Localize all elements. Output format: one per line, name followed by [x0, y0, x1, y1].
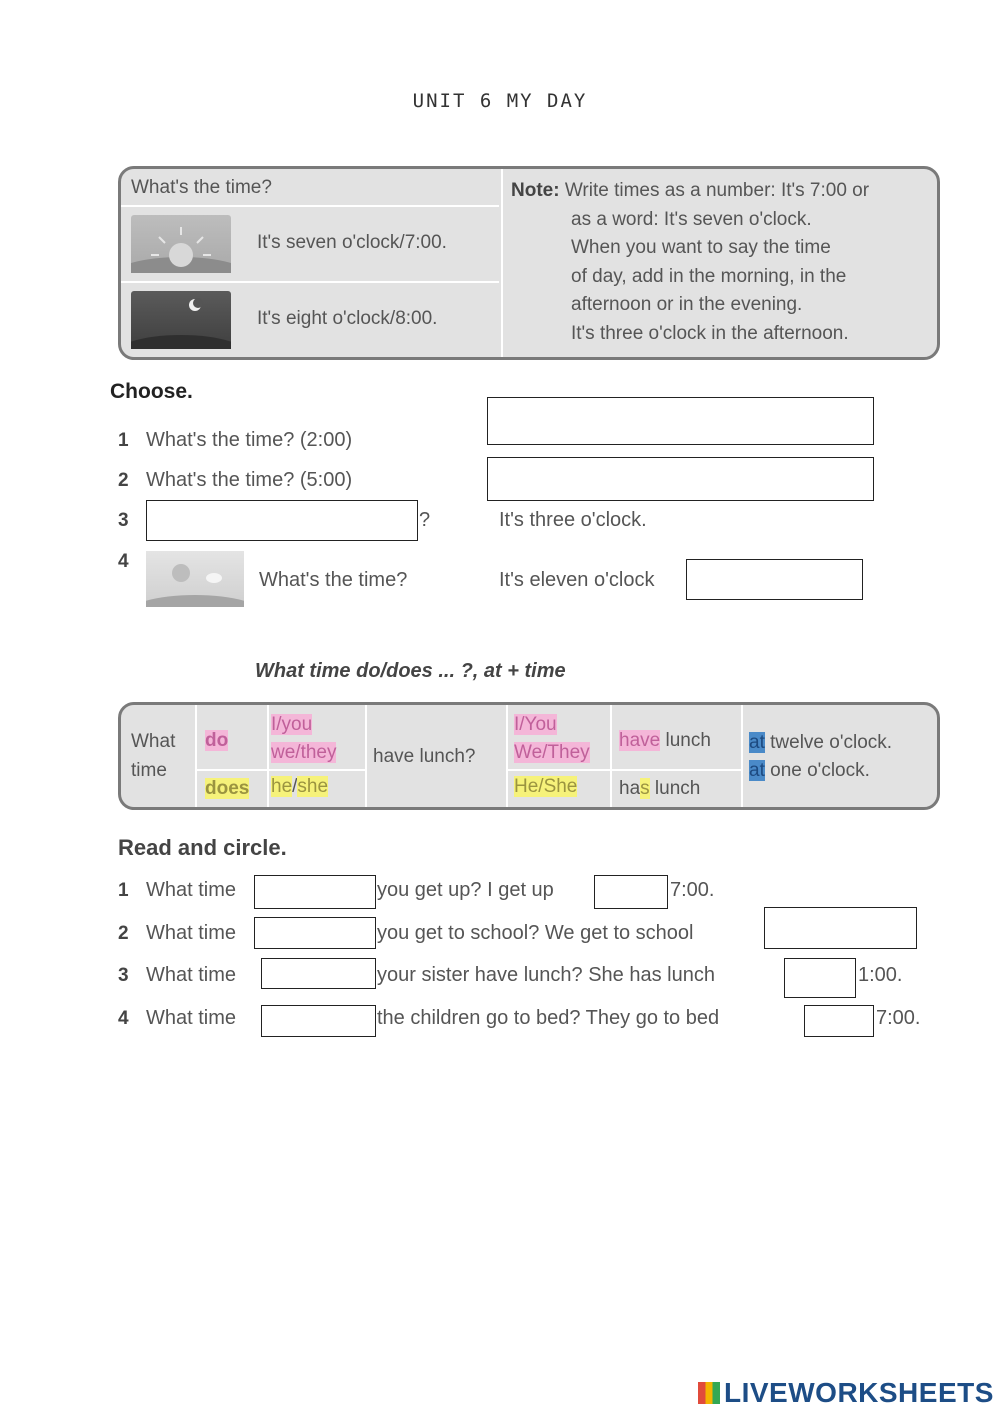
answer-text: It's three o'clock.: [499, 509, 647, 531]
grammar-title: What time do/does ... ?, at + time: [255, 660, 566, 682]
note-line: afternoon or in the evening.: [571, 294, 803, 315]
circle-select-4b[interactable]: [804, 1005, 874, 1037]
question-mark: ?: [419, 509, 431, 531]
grammar-table: [118, 702, 940, 810]
item-number: 1: [118, 430, 129, 451]
question-middle: your sister have lunch? She has lunch: [377, 964, 715, 986]
read-circle-heading: Read and circle.: [118, 835, 287, 860]
answer-select-2[interactable]: [487, 457, 874, 501]
he-she-answer: He/She: [514, 776, 578, 797]
have-lunch: have lunch: [619, 730, 711, 751]
answer-select-4[interactable]: [686, 559, 863, 600]
time-example-text: It's seven o'clock/7:00.: [257, 232, 447, 253]
i-you-we-they: I/you we/they: [271, 714, 337, 763]
question-middle: the children go to bed? They go to bed: [377, 1007, 720, 1029]
circle-select-1a[interactable]: [254, 875, 376, 909]
item-number: 4: [118, 551, 129, 572]
note-text: [511, 177, 921, 348]
question-start: What time: [146, 1007, 237, 1029]
note-line: When you want to say the time: [571, 237, 831, 258]
circle-select-4a[interactable]: [261, 1005, 376, 1037]
question-text: What's the time? (2:00): [146, 429, 353, 451]
at-twelve: at twelve o'clock.: [749, 732, 893, 753]
have-lunch-question: have lunch?: [373, 746, 476, 767]
note-line: It's three o'clock in the afternoon.: [571, 322, 849, 344]
choose-heading: Choose.: [110, 380, 193, 403]
what-time-label: What time: [131, 731, 176, 781]
note-line: of day, add in the morning, in the: [571, 265, 847, 287]
question-text: What's the time?: [259, 569, 408, 591]
time-example-row: [121, 281, 499, 357]
question-start: What time: [146, 922, 237, 944]
circle-select-3b[interactable]: [784, 958, 856, 998]
item-number: 2: [118, 923, 129, 944]
moon-night-icon: [131, 291, 231, 349]
at-one: at one o'clock.: [749, 760, 870, 781]
question-middle: you get to school? We get to school: [377, 922, 694, 944]
note-line: Write times as a number: It's 7:00 or: [564, 180, 870, 201]
does-word: does: [205, 778, 250, 799]
sunrise-icon: [131, 215, 231, 273]
item-number: 1: [118, 880, 129, 901]
question-text: What's the time? (5:00): [146, 469, 353, 491]
he-she: he/she: [271, 776, 329, 797]
question-end: 7:00.: [876, 1007, 921, 1029]
item-number: 2: [118, 470, 129, 491]
question-end: 7:00.: [670, 879, 715, 901]
has-lunch: has lunch: [619, 778, 701, 799]
item-number: 4: [118, 1008, 129, 1029]
time-box-header: What's the time?: [131, 177, 272, 198]
liveworksheets-logo[interactable]: LIVEWORKSHEETS: [698, 1377, 994, 1409]
circle-select-2b[interactable]: [764, 907, 917, 949]
time-example-text: It's eight o'clock/8:00.: [257, 308, 438, 329]
i-you-we-they-answer: I/You We/They: [514, 714, 590, 763]
question-start: What time: [146, 879, 237, 901]
note-line: as a word: It's seven o'clock.: [571, 208, 812, 230]
sun-cloud-icon: [146, 551, 244, 607]
logo-mark-icon: [698, 1382, 720, 1404]
note-label: Note:: [511, 180, 560, 201]
page-title: UNIT 6 MY DAY: [412, 90, 588, 112]
circle-select-1b[interactable]: [594, 875, 668, 909]
circle-select-2a[interactable]: [254, 917, 376, 949]
question-middle: you get up? I get up: [377, 879, 554, 901]
question-select-3[interactable]: [146, 500, 418, 541]
time-reference-box: [118, 166, 940, 360]
answer-text: It's eleven o'clock: [499, 569, 655, 591]
question-start: What time: [146, 964, 237, 986]
circle-select-3a[interactable]: [261, 958, 376, 989]
do-word: do: [205, 730, 229, 751]
item-number: 3: [118, 965, 129, 986]
answer-select-1[interactable]: [487, 397, 874, 445]
item-number: 3: [118, 510, 129, 531]
question-end: 1:00.: [858, 964, 903, 986]
time-example-row: [121, 205, 499, 281]
time-examples: [121, 169, 503, 357]
